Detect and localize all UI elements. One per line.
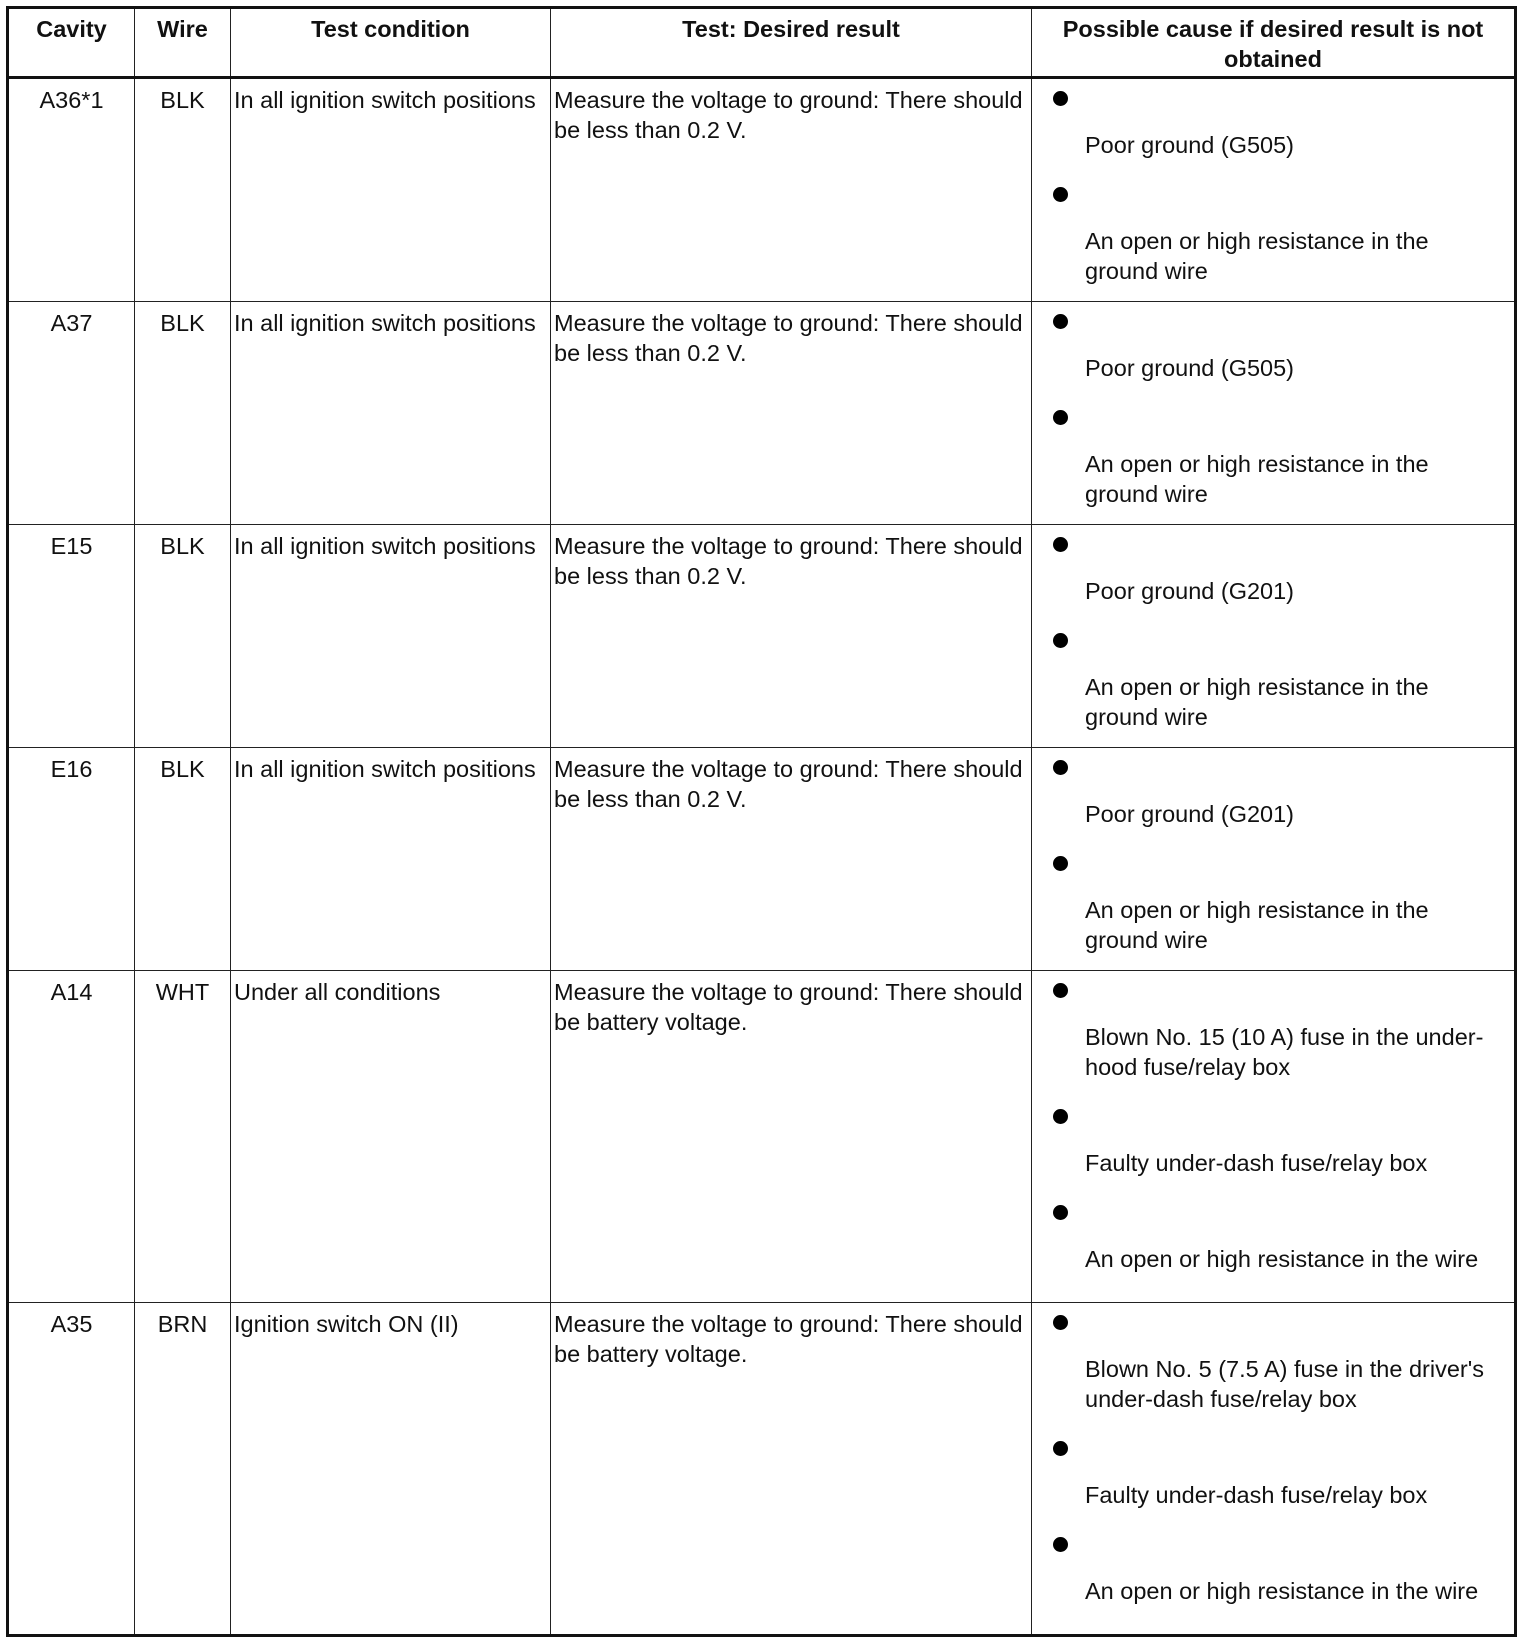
cause-text: An open or high resistance in the wire xyxy=(1085,1578,1479,1604)
table-row xyxy=(8,302,1516,525)
bullet-icon xyxy=(1053,856,1068,871)
bullet-icon xyxy=(1053,1109,1068,1124)
wire-cell: WHT xyxy=(135,971,231,1303)
test-condition-cell: Ignition switch ON (II) xyxy=(231,1303,551,1636)
list-item xyxy=(1033,622,1513,734)
bullet-icon xyxy=(1053,187,1068,202)
header-wire: Wire xyxy=(135,8,231,78)
list-item xyxy=(1033,1430,1513,1512)
cause-list xyxy=(1033,972,1513,1276)
cause-text: An open or high resistance in the ground wire xyxy=(1085,897,1429,953)
bullet-icon xyxy=(1053,91,1068,106)
desired-result-cell: Measure the voltage to ground: There should be less than 0.2 V. xyxy=(551,525,1032,748)
cause-list xyxy=(1033,526,1513,734)
wire-cell: BLK xyxy=(135,748,231,971)
header-desired-result: Test: Desired result xyxy=(551,8,1032,78)
cause-list xyxy=(1033,80,1513,288)
list-item xyxy=(1033,845,1513,957)
cause-text: Poor ground (G505) xyxy=(1085,355,1295,381)
test-condition-cell: In all ignition switch positions xyxy=(231,525,551,748)
wire-cell: BRN xyxy=(135,1303,231,1636)
header-row xyxy=(8,8,1516,78)
possible-cause-cell xyxy=(1032,78,1516,302)
list-item xyxy=(1033,1526,1513,1608)
header-cavity: Cavity xyxy=(8,8,135,78)
list-item xyxy=(1033,303,1513,385)
table-body xyxy=(8,78,1516,1636)
cause-text: Poor ground (G201) xyxy=(1085,578,1295,604)
desired-result-cell: Measure the voltage to ground: There should be less than 0.2 V. xyxy=(551,748,1032,971)
cause-text: Poor ground (G201) xyxy=(1085,801,1295,827)
desired-result-cell: Measure the voltage to ground: There should be battery voltage. xyxy=(551,1303,1032,1636)
cavity-cell: A14 xyxy=(8,971,135,1303)
table-header xyxy=(8,8,1516,78)
cavity-cell: A35 xyxy=(8,1303,135,1636)
test-condition-cell: In all ignition switch positions xyxy=(231,748,551,971)
possible-cause-cell xyxy=(1032,302,1516,525)
bullet-icon xyxy=(1053,1537,1068,1552)
cause-text: An open or high resistance in the ground wire xyxy=(1085,451,1429,507)
cause-text: An open or high resistance in the wire xyxy=(1085,1246,1479,1272)
bullet-icon xyxy=(1053,537,1068,552)
bullet-icon xyxy=(1053,760,1068,775)
list-item xyxy=(1033,972,1513,1084)
table-row xyxy=(8,971,1516,1303)
cause-text: Faulty under-dash fuse/relay box xyxy=(1085,1482,1428,1508)
cause-text: An open or high resistance in the ground wire xyxy=(1085,228,1429,284)
possible-cause-cell xyxy=(1032,971,1516,1303)
desired-result-cell: Measure the voltage to ground: There should be less than 0.2 V. xyxy=(551,78,1032,302)
desired-result-cell: Measure the voltage to ground: There should be less than 0.2 V. xyxy=(551,302,1032,525)
list-item xyxy=(1033,526,1513,608)
test-condition-cell: In all ignition switch positions xyxy=(231,78,551,302)
table-row xyxy=(8,1303,1516,1636)
desired-result-cell: Measure the voltage to ground: There should be battery voltage. xyxy=(551,971,1032,1303)
cause-text: An open or high resistance in the ground wire xyxy=(1085,674,1429,730)
table-row xyxy=(8,525,1516,748)
cause-list xyxy=(1033,749,1513,957)
cavity-cell: A37 xyxy=(8,302,135,525)
bullet-icon xyxy=(1053,633,1068,648)
cause-list xyxy=(1033,303,1513,511)
test-condition-cell: Under all conditions xyxy=(231,971,551,1303)
header-test-condition: Test condition xyxy=(231,8,551,78)
wire-cell: BLK xyxy=(135,78,231,302)
list-item xyxy=(1033,1098,1513,1180)
cavity-cell: E16 xyxy=(8,748,135,971)
cavity-cell: A36*1 xyxy=(8,78,135,302)
list-item xyxy=(1033,176,1513,288)
test-table xyxy=(6,6,1517,1637)
bullet-icon xyxy=(1053,1441,1068,1456)
document-page xyxy=(6,6,1514,1612)
list-item xyxy=(1033,1194,1513,1276)
possible-cause-cell xyxy=(1032,525,1516,748)
table-row xyxy=(8,78,1516,302)
cause-text: Blown No. 15 (10 A) fuse in the under-hood fuse/relay box xyxy=(1085,1024,1484,1080)
bullet-icon xyxy=(1053,314,1068,329)
bullet-icon xyxy=(1053,1315,1068,1330)
bullet-icon xyxy=(1053,983,1068,998)
list-item xyxy=(1033,80,1513,162)
possible-cause-cell xyxy=(1032,1303,1516,1636)
cause-text: Faulty under-dash fuse/relay box xyxy=(1085,1150,1428,1176)
wire-cell: BLK xyxy=(135,302,231,525)
table-row xyxy=(8,748,1516,971)
header-possible-cause: Possible cause if desired result is not obtained xyxy=(1032,8,1516,78)
possible-cause-cell xyxy=(1032,748,1516,971)
bullet-icon xyxy=(1053,1205,1068,1220)
list-item xyxy=(1033,749,1513,831)
cause-list xyxy=(1033,1304,1513,1608)
wire-cell: BLK xyxy=(135,525,231,748)
cause-text: Blown No. 5 (7.5 A) fuse in the driver's under-dash fuse/relay box xyxy=(1085,1356,1484,1412)
list-item xyxy=(1033,399,1513,511)
bullet-icon xyxy=(1053,410,1068,425)
list-item xyxy=(1033,1304,1513,1416)
cause-text: Poor ground (G505) xyxy=(1085,132,1295,158)
cavity-cell: E15 xyxy=(8,525,135,748)
test-condition-cell: In all ignition switch positions xyxy=(231,302,551,525)
